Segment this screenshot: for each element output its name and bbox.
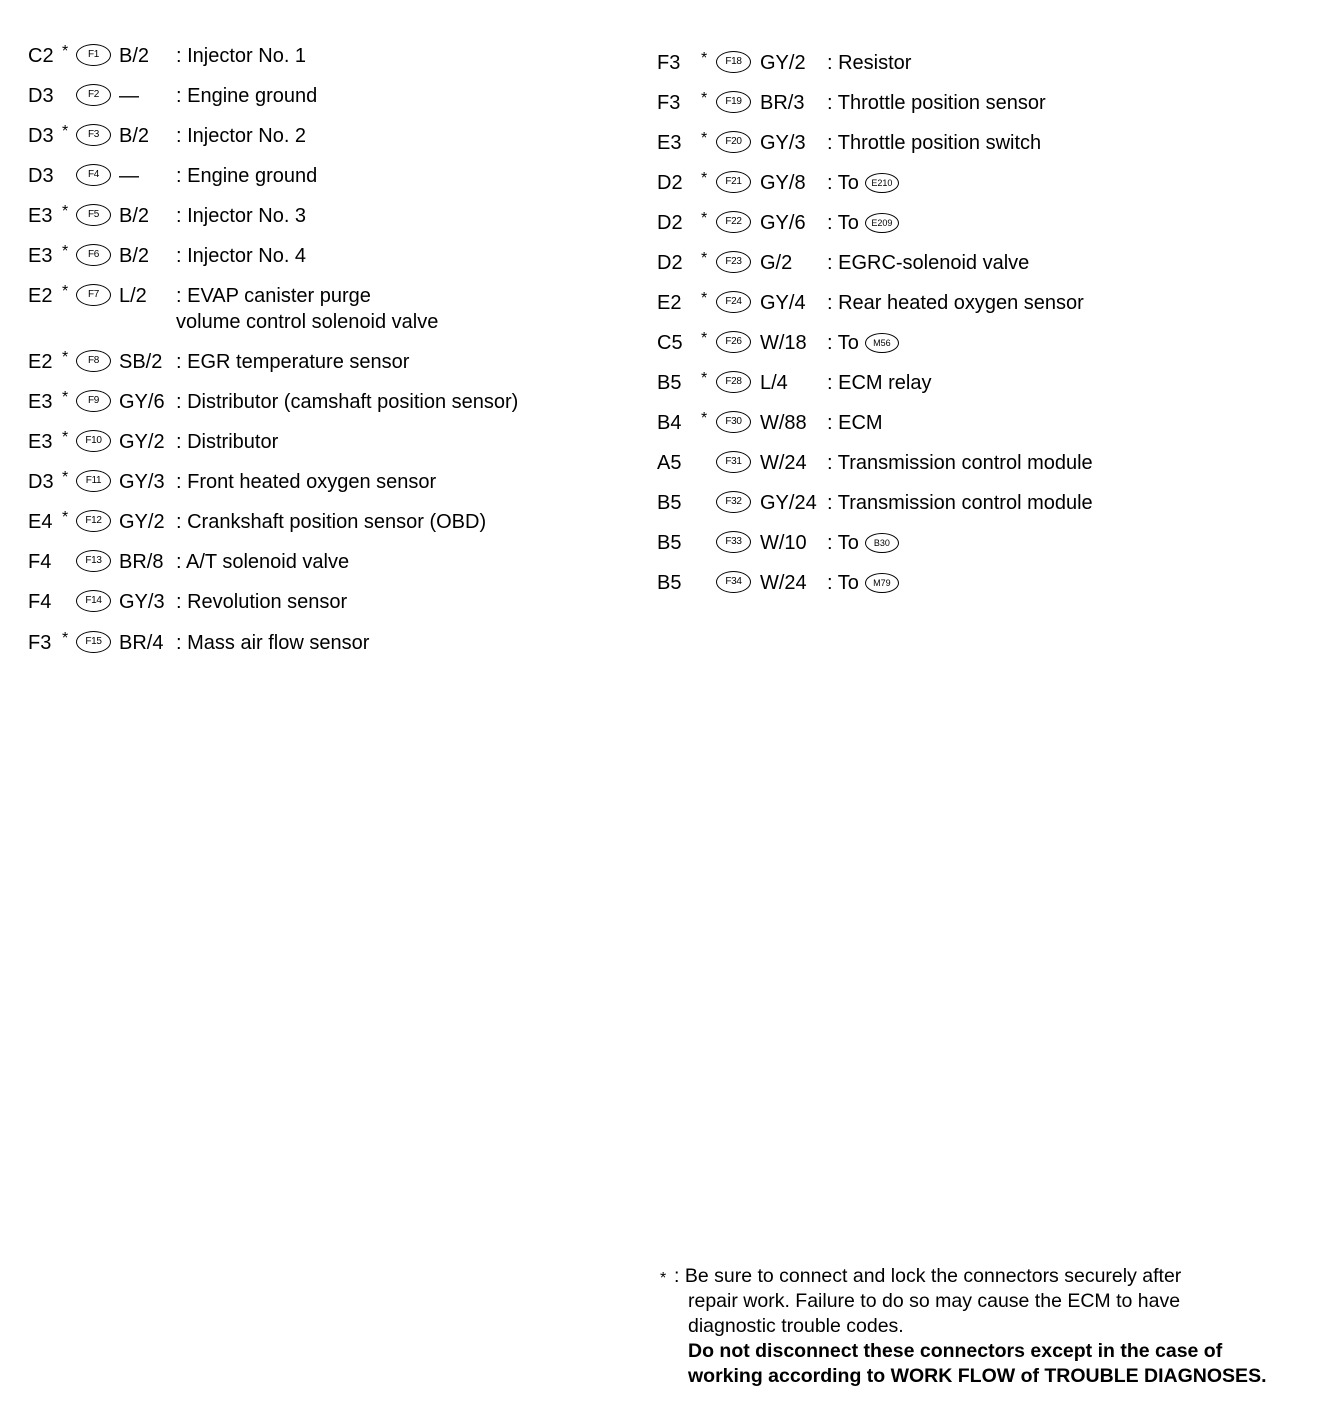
grid-location: E4 (28, 511, 53, 533)
target-connector-badge: E209 (865, 213, 899, 233)
caution-star: * (701, 170, 708, 187)
grid-location: E2 (28, 285, 53, 307)
wire-color-pins: B/2 (119, 125, 150, 147)
grid-location: D2 (657, 252, 683, 274)
connector-description-to (827, 171, 899, 195)
connector-number-badge: F23 (716, 251, 751, 273)
connector-number-badge: F4 (76, 164, 111, 186)
caution-star: * (701, 130, 708, 147)
connector-number-badge: F30 (716, 411, 751, 433)
wire-color-pins: SB/2 (119, 351, 163, 373)
caution-star: * (62, 469, 69, 486)
caution-star: * (62, 203, 69, 220)
caution-star: * (62, 429, 69, 446)
grid-location: D3 (28, 125, 54, 147)
wire-color-pins: W/24 (760, 572, 807, 594)
wire-color-pins: GY/2 (119, 431, 165, 453)
grid-location: B5 (657, 492, 682, 514)
connector-description: : Revolution sensor (176, 591, 348, 613)
footnote-line-1: : Be sure to connect and lock the connectors securely after (674, 1265, 1182, 1287)
connector-description: : Distributor (176, 431, 279, 453)
connector-description: : Mass air flow sensor (176, 632, 370, 654)
footnote-line-5: working according to WORK FLOW of TROUBLE DIAGNOSES. (688, 1365, 1267, 1387)
connector-description: : Injector No. 4 (176, 245, 307, 267)
footnote-line-3: diagnostic trouble codes. (688, 1315, 904, 1337)
connector-description: : To (827, 172, 859, 194)
connector-number-badge: F10 (76, 430, 111, 452)
grid-location: E3 (28, 205, 53, 227)
wire-color-pins: B/2 (119, 45, 150, 67)
connector-number-badge: F8 (76, 350, 111, 372)
wire-color-pins: GY/3 (119, 471, 165, 493)
grid-location: B5 (657, 532, 682, 554)
grid-location: D2 (657, 212, 683, 234)
grid-location: E3 (28, 245, 53, 267)
connector-description: : EVAP canister purge (176, 285, 371, 307)
connector-number-badge: F15 (76, 631, 111, 653)
caution-star: * (62, 349, 69, 366)
connector-number-badge: F28 (716, 371, 751, 393)
connector-description: : To (827, 572, 859, 594)
caution-star: * (62, 43, 69, 60)
grid-location: F4 (28, 551, 52, 573)
wire-color-pins: GY/6 (119, 391, 165, 413)
caution-star: * (62, 243, 69, 260)
footnote-line-4: Do not disconnect these connectors except in the case of (688, 1340, 1223, 1362)
connector-description: : EGR temperature sensor (176, 351, 410, 373)
connector-number-badge: F12 (76, 510, 111, 532)
connector-description: : Engine ground (176, 165, 318, 187)
connector-number-badge: F2 (76, 84, 111, 106)
footnote-line-2: repair work. Failure to do so may cause the ECM to have (688, 1290, 1181, 1312)
footnote-star: * (660, 1270, 667, 1287)
connector-description-line-2: volume control solenoid valve (176, 311, 439, 333)
connector-number-badge: F22 (716, 211, 751, 233)
connector-description: : Resistor (827, 52, 912, 74)
grid-location: D2 (657, 172, 683, 194)
connector-description: : Front heated oxygen sensor (176, 471, 437, 493)
caution-star: * (62, 630, 69, 647)
wire-color-pins: BR/4 (119, 632, 164, 654)
connector-number-badge: F9 (76, 390, 111, 412)
connector-description-to (827, 331, 899, 355)
connector-description-to (827, 531, 899, 555)
connector-description-to (827, 571, 899, 595)
grid-location: D3 (28, 471, 54, 493)
wire-color-pins: BR/8 (119, 551, 164, 573)
caution-star: * (701, 290, 708, 307)
connector-description: : To (827, 212, 859, 234)
connector-description-to (827, 211, 899, 235)
wire-color-pins: B/2 (119, 205, 150, 227)
grid-location: F3 (28, 632, 52, 654)
caution-star: * (701, 250, 708, 267)
connector-description: : Distributor (camshaft position sensor) (176, 391, 519, 413)
wire-color-pins: L/2 (119, 285, 147, 307)
wire-color-pins: L/4 (760, 372, 788, 394)
caution-star: * (62, 389, 69, 406)
grid-location: E3 (28, 391, 53, 413)
wire-color-pins: GY/4 (760, 292, 806, 314)
caution-star: * (701, 90, 708, 107)
grid-location: E2 (657, 292, 682, 314)
connector-description: : ECM relay (827, 372, 932, 394)
grid-location: B5 (657, 372, 682, 394)
wire-color-pins: GY/24 (760, 492, 817, 514)
connector-description: : EGRC-solenoid valve (827, 252, 1030, 274)
wire-color-pins: G/2 (760, 252, 793, 274)
grid-location: D3 (28, 165, 54, 187)
grid-location: A5 (657, 452, 682, 474)
target-connector-badge: B30 (865, 533, 899, 553)
wire-color-pins: W/10 (760, 532, 807, 554)
connector-number-badge: F3 (76, 124, 111, 146)
grid-location: C5 (657, 332, 683, 354)
connector-number-badge: F6 (76, 244, 111, 266)
caution-star: * (62, 283, 69, 300)
caution-star: * (701, 410, 708, 427)
wire-color-pins: — (119, 165, 139, 187)
caution-star: * (701, 330, 708, 347)
connector-description: : Transmission control module (827, 452, 1093, 474)
connector-description: : Injector No. 3 (176, 205, 307, 227)
connector-description: : Rear heated oxygen sensor (827, 292, 1084, 314)
caution-star: * (701, 210, 708, 227)
connector-number-badge: F20 (716, 131, 751, 153)
connector-description: : ECM (827, 412, 883, 434)
grid-location: E3 (657, 132, 682, 154)
grid-location: B5 (657, 572, 682, 594)
grid-location: F4 (28, 591, 52, 613)
connector-number-badge: F13 (76, 550, 111, 572)
grid-location: E3 (28, 431, 53, 453)
grid-location: C2 (28, 45, 54, 67)
wire-color-pins: GY/3 (119, 591, 165, 613)
connector-number-badge: F34 (716, 571, 751, 593)
wire-color-pins: W/88 (760, 412, 807, 434)
connector-number-badge: F7 (76, 284, 111, 306)
wire-color-pins: GY/2 (760, 52, 806, 74)
grid-location: D3 (28, 85, 54, 107)
wire-color-pins: BR/3 (760, 92, 805, 114)
connector-description: : A/T solenoid valve (176, 551, 350, 573)
grid-location: E2 (28, 351, 53, 373)
caution-star: * (701, 370, 708, 387)
connector-number-badge: F5 (76, 204, 111, 226)
grid-location: B4 (657, 412, 682, 434)
wire-color-pins: — (119, 85, 139, 107)
wire-color-pins: B/2 (119, 245, 150, 267)
connector-description: : To (827, 532, 859, 554)
connector-description: : Throttle position sensor (827, 92, 1046, 114)
connector-number-badge: F32 (716, 491, 751, 513)
caution-star: * (62, 123, 69, 140)
connector-number-badge: F31 (716, 451, 751, 473)
wire-color-pins: GY/8 (760, 172, 806, 194)
connector-number-badge: F33 (716, 531, 751, 553)
connector-number-badge: F1 (76, 44, 111, 66)
target-connector-badge: M79 (865, 573, 899, 593)
wire-color-pins: GY/2 (119, 511, 165, 533)
wire-color-pins: GY/6 (760, 212, 806, 234)
wire-color-pins: GY/3 (760, 132, 806, 154)
footnote (660, 1264, 1267, 1389)
caution-star: * (62, 509, 69, 526)
connector-description: : Engine ground (176, 85, 318, 107)
target-connector-badge: E210 (865, 173, 899, 193)
connector-description: : Injector No. 1 (176, 45, 307, 67)
connector-description: : Injector No. 2 (176, 125, 307, 147)
connector-number-badge: F21 (716, 171, 751, 193)
target-connector-badge: M56 (865, 333, 899, 353)
connector-description: : Transmission control module (827, 492, 1093, 514)
connector-number-badge: F14 (76, 590, 111, 612)
connector-description: : Throttle position switch (827, 132, 1042, 154)
wire-color-pins: W/18 (760, 332, 807, 354)
grid-location: F3 (657, 92, 681, 114)
connector-number-badge: F19 (716, 91, 751, 113)
connector-number-badge: F18 (716, 51, 751, 73)
connector-description: : Crankshaft position sensor (OBD) (176, 511, 487, 533)
wire-color-pins: W/24 (760, 452, 807, 474)
connector-description: : To (827, 332, 859, 354)
connector-number-badge: F24 (716, 291, 751, 313)
connector-number-badge: F26 (716, 331, 751, 353)
grid-location: F3 (657, 52, 681, 74)
connector-number-badge: F11 (76, 470, 111, 492)
caution-star: * (701, 50, 708, 67)
